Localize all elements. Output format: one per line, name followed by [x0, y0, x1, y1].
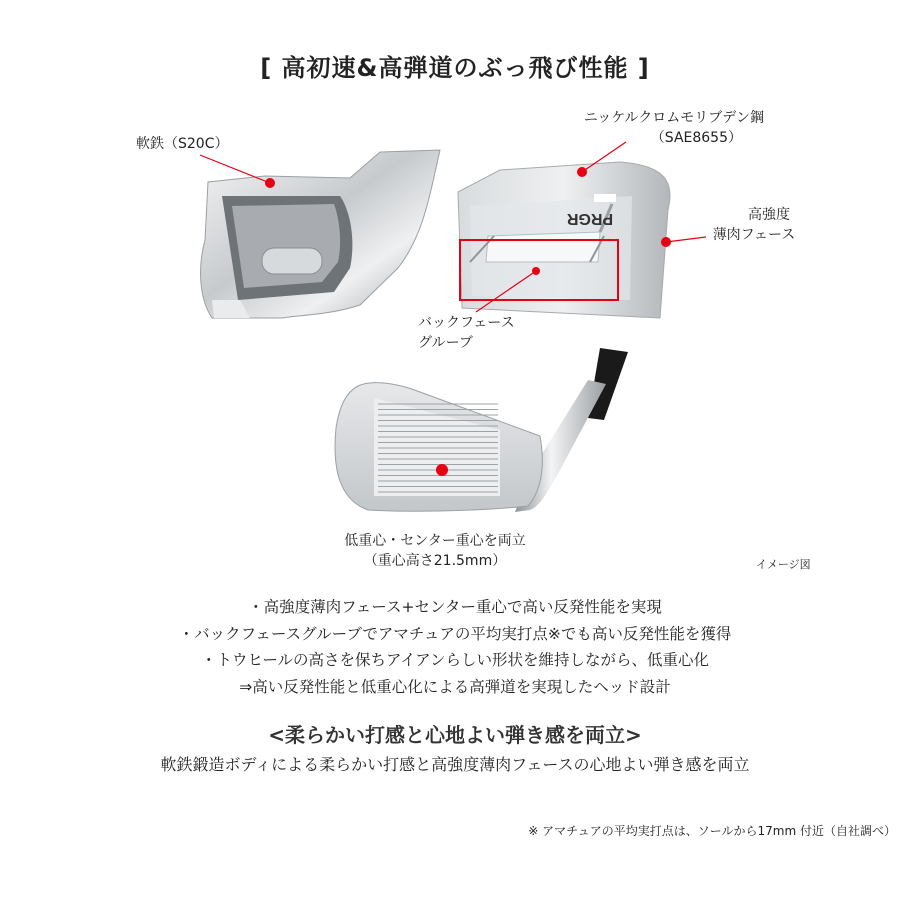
section2-title: <柔らかい打感と心地よい弾き感を両立> [268, 723, 642, 747]
face-plate-illustration [458, 162, 670, 318]
bullet-item: ・バックフェースグルーブでアマチュアの平均実打点※でも高い反発性能を獲得 [178, 624, 732, 643]
nickel-steel-dot [577, 167, 587, 177]
center-of-gravity-dot [436, 464, 448, 476]
thin-face-dot [661, 237, 671, 247]
page-title: [ 高初速&高弾道のぶっ飛び性能 ] [260, 54, 650, 82]
feature-bullet-list [0, 594, 910, 700]
label-thin-face-line1: 高強度 [748, 207, 790, 223]
label-nickel-steel-line2: （SAE8655） [650, 130, 742, 146]
bullet-item: ⇒高い反発性能と低重心化による高弾道を実現したヘッド設計 [239, 677, 671, 696]
groove-dot [532, 267, 540, 275]
footnote: ※ アマチュアの平均実打点は、ソールから17mm 付近（自社調べ） [528, 824, 896, 838]
label-cog-line1: 低重心・センター重心を両立 [344, 533, 526, 549]
label-thin-face-line2: 薄肉フェース [712, 227, 796, 243]
label-groove-line1: バックフェース [418, 315, 515, 331]
label-thin-face [708, 205, 800, 245]
label-back-face-groove [418, 313, 515, 353]
section2-text: 軟鉄鍛造ボディによる柔らかい打感と高強度薄肉フェースの心地よい弾き感を両立 [160, 755, 750, 774]
iron-body-frame-illustration [201, 150, 440, 318]
iron-face-illustration [335, 348, 628, 512]
label-groove-line2: グルーブ [418, 335, 473, 351]
label-nickel-steel [548, 108, 764, 148]
label-soft-iron: 軟鉄（S20C） [136, 136, 229, 152]
label-cog-line2: （重心高さ21.5mm） [363, 553, 507, 569]
label-nickel-steel-line1: ニッケルクロムモリブデン鋼 [583, 110, 764, 126]
soft-iron-dot [265, 178, 275, 188]
label-center-of-gravity [320, 531, 550, 571]
bullet-item: ・高強度薄肉フェース+センター重心で高い反発性能を実現 [248, 598, 662, 616]
bullet-item: ・トウヒールの高さを保ちアイアンらしい形状を維持しながら、低重心化 [200, 651, 710, 669]
brand-mark: PRGR [566, 210, 614, 227]
image-note: イメージ図 [756, 558, 811, 571]
